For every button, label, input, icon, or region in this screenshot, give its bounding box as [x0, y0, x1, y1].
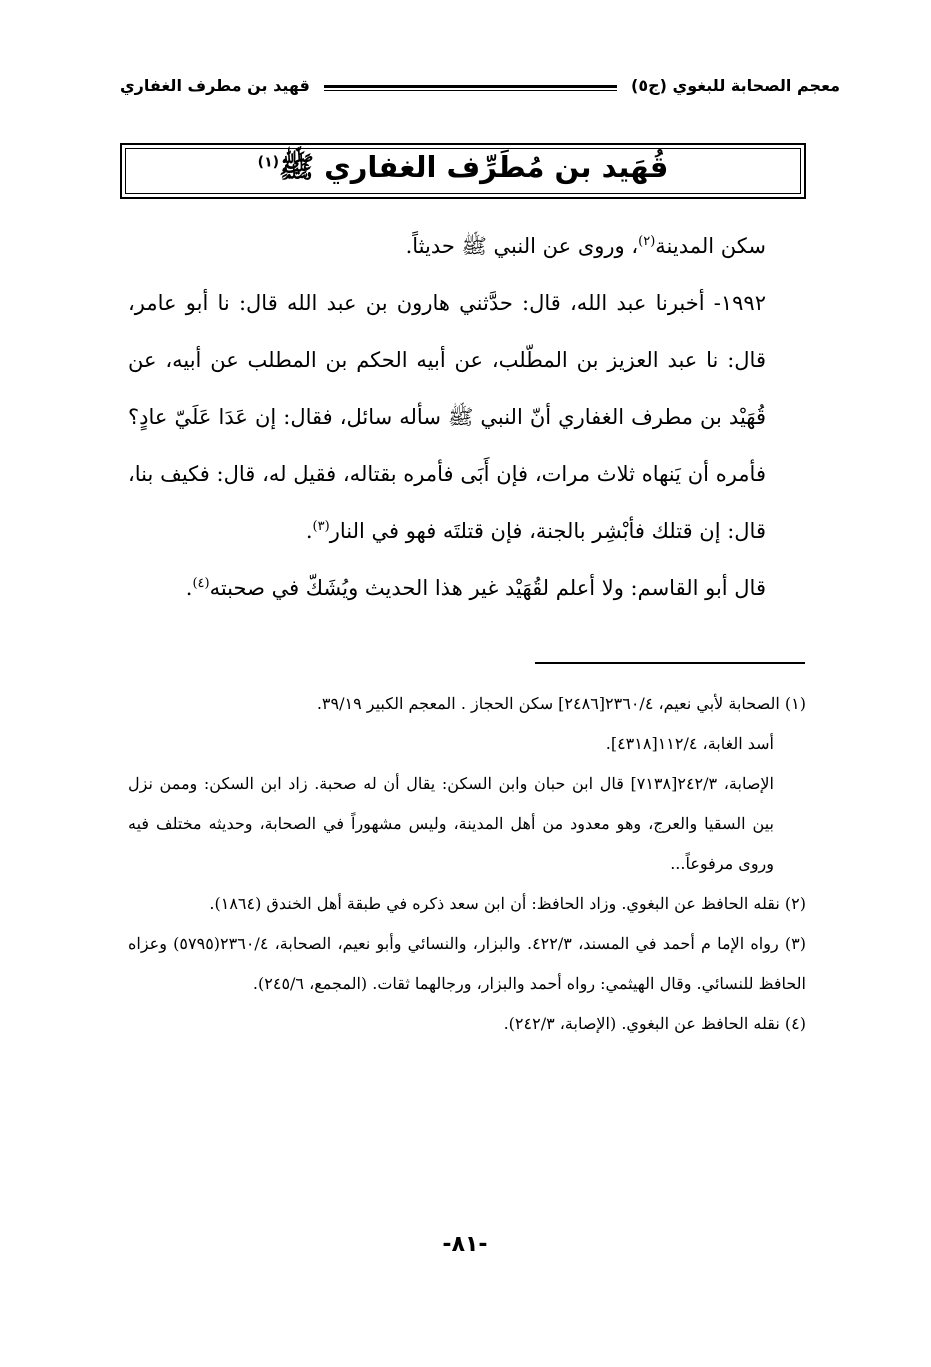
entry-title-text: قُهَيد بن مُطَرِّف الغفاري ﷺ	[279, 150, 669, 184]
footnote-1-usd-alghaba: أسد الغابة، ١١٢/٤[٤٣١٨].	[605, 734, 774, 753]
paragraph-2-end: .	[305, 519, 313, 543]
paragraph-1	[128, 218, 806, 275]
paragraph-1-rest: ، وروى عن النبي ﷺ حديثاً.	[405, 234, 639, 258]
header-book-title: معجم الصحابة للبغوي (ج٥)	[631, 75, 840, 95]
footnote-ref-4: (٤)	[192, 576, 210, 591]
running-header	[120, 70, 840, 100]
paragraph-3-text: قال أبو القاسم: ولا أعلم لقُهَيْد غير هذا الحديث ويُشَكّ في صحبته	[209, 576, 766, 600]
paragraph-2-text: ١٩٩٢- أخبرنا عبد الله، قال: حدَّثني هارون بن عبد الله قال: نا أبو عامر، قال: نا عبد العزيز بن المطّلب، عن أبيه الحكم بن المطلب عن أبيه، عن قُهَيْد بن مطرف الغفاري أنّ النبي ﷺ سأله سائل، فقال: إن عَدَا عَلَيّ عادٍ؟ فأمره أن يَنهاه ثلاث مرات، فإن أَبَى فأمره بقتاله، فقيل له، قال: فكيف بنا، قال: إن قتلك فأبْشِر بالجنة، فإن قتلتَه فهو في النار	[128, 291, 766, 543]
entry-title-box	[120, 143, 806, 199]
paragraph-3-end: .	[185, 576, 193, 600]
footnote-1: (١) الصحابة لأبي نعيم، ٢٣٦٠/٤[٢٤٨٦] سكن الحجاز . المعجم الكبير ٣٩/١٩.	[316, 694, 806, 713]
page-number: -٨١-	[442, 1232, 488, 1257]
paragraph-3	[128, 560, 806, 617]
footnote-ref-3: (٣)	[312, 519, 330, 534]
footnote-3: (٣) رواه الإما م أحمد في المسند، ٤٢٢/٣. والبزار، والنسائي وأبو نعيم، الصحابة، ٢٣٦٠/٤(٥٧٩٥) وعزاه الحافظ للنسائي. وقال الهيثمي: رواه أحمد والبزار، ورجالهما ثقات. (المجمع، ٢٤٥/٦).	[128, 934, 807, 993]
entry-title-frame	[125, 148, 801, 194]
footnote-4: (٤) نقله الحافظ عن البغوي. (الإصابة، ٢٤٢/٣).	[503, 1014, 806, 1033]
entry-title-footnote-ref: (١)	[257, 154, 280, 171]
footnote-separator	[535, 662, 805, 664]
paragraph-2	[128, 275, 806, 560]
footnotes	[128, 684, 806, 1044]
footnote-1-isaba: الإصابة، ٢٤٢/٣[٧١٣٨] قال ابن حبان وابن السكن: يقال أن له صحبة. زاد ابن السكن: وممن نزل بين السقيا والعرج، وهو معدود من أهل المدينة، وليس مشهوراً في الصحابة، وحديثه مختلف فيه وروى مرفوعاً...	[128, 774, 774, 873]
footnote-2: (٢) نقله الحافظ عن البغوي. وزاد الحافظ: أن ابن سعد ذكره في طبقة أهل الخندق (١٨٦٤).	[209, 894, 806, 913]
entry-title	[258, 150, 669, 192]
header-entry-title: قهيد بن مطرف الغفاري	[120, 75, 310, 95]
main-text	[128, 218, 806, 617]
header-rule	[324, 85, 617, 91]
footnote-ref-2: (٢)	[638, 234, 656, 249]
paragraph-1-text: سكن المدينة	[655, 234, 766, 258]
